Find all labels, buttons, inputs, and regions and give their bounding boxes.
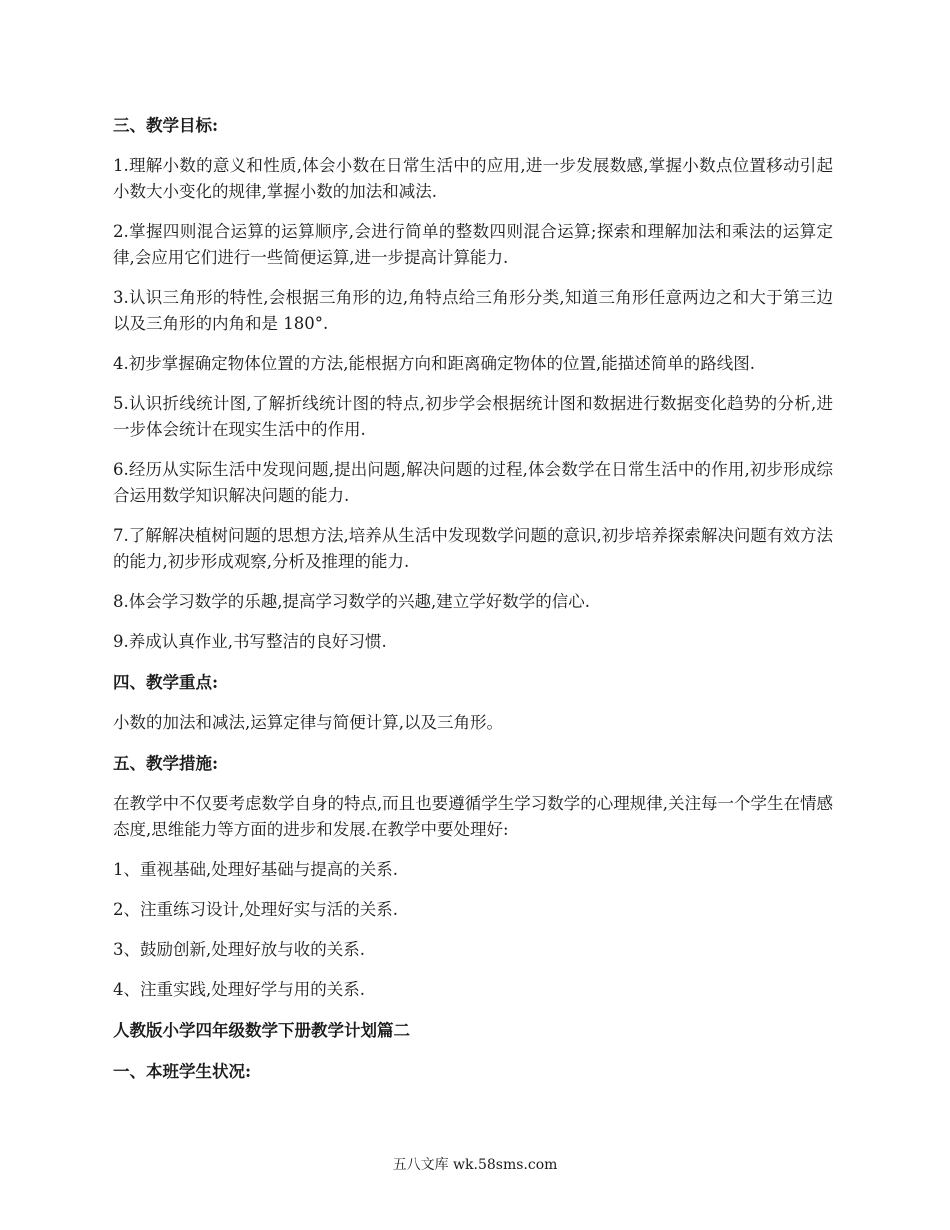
goal-item-6: 6.经历从实际生活中发现问题,提出问题,解决问题的过程,体会数学在日常生活中的作用,初步形成综合运用数学知识解决问题的能力. xyxy=(113,460,833,505)
goal-item-5: 5.认识折线统计图,了解折线统计图的特点,初步学会根据统计图和数据进行数据变化趋势的分析,进一步体会统计在现实生活中的作用. xyxy=(113,394,833,439)
goal-item-2: 2.掌握四则混合运算的运算顺序,会进行简单的整数四则混合运算;探索和理解加法和乘法的运算定律,会应用它们进行一些简便运算,进一步提高计算能力. xyxy=(113,222,833,267)
goal-item-7: 7.了解解决植树问题的思想方法,培养从生活中发现数学问题的意识,初步培养探索解决问题有效方法的能力,初步形成观察,分析及推理的能力. xyxy=(113,526,833,571)
document-page xyxy=(113,112,833,1099)
measure-item-3: 3、鼓励创新,处理好放与收的关系. xyxy=(113,940,365,959)
goal-item-4: 4.初步掌握确定物体位置的方法,能根据方向和距离确定物体的位置,能描述简单的路线图. xyxy=(113,354,755,373)
measure-item-1: 1、重视基础,处理好基础与提高的关系. xyxy=(113,860,398,879)
goal-item-9: 9.养成认真作业,书写整洁的良好习惯. xyxy=(113,632,387,651)
section-heading-focus: 四、教学重点: xyxy=(113,673,219,692)
measure-item-2: 2、注重练习设计,处理好实与活的关系. xyxy=(113,900,398,919)
goal-item-3: 3.认识三角形的特性,会根据三角形的边,角特点给三角形分类,知道三角形任意两边之和大于第三边以及三角形的内角和是 180°. xyxy=(113,288,833,333)
part-two-title: 人教版小学四年级数学下册教学计划篇二 xyxy=(113,1021,410,1040)
section-heading-goals: 三、教学目标: xyxy=(113,116,219,135)
goal-item-8: 8.体会学习数学的乐趣,提高学习数学的兴趣,建立学好数学的信心. xyxy=(113,592,590,611)
page-footer: 五八文库 wk.58sms.com xyxy=(392,1157,558,1173)
measure-item-4: 4、注重实践,处理好学与用的关系. xyxy=(113,980,365,999)
measures-intro: 在教学中不仅要考虑数学自身的特点,而且也要遵循学生学习数学的心理规律,关注每一个学生在情感态度,思维能力等方面的进步和发展.在教学中要处理好: xyxy=(113,794,833,839)
section-heading-measures: 五、教学措施: xyxy=(113,754,219,773)
section-heading-student-status: 一、本班学生状况: xyxy=(113,1062,252,1081)
goal-item-1: 1.理解小数的意义和性质,体会小数在日常生活中的应用,进一步发展数感,掌握小数点位置移动引起小数大小变化的规律,掌握小数的加法和减法. xyxy=(113,156,833,201)
focus-text: 小数的加法和减法,运算定律与简便计算,以及三角形。 xyxy=(113,713,503,732)
